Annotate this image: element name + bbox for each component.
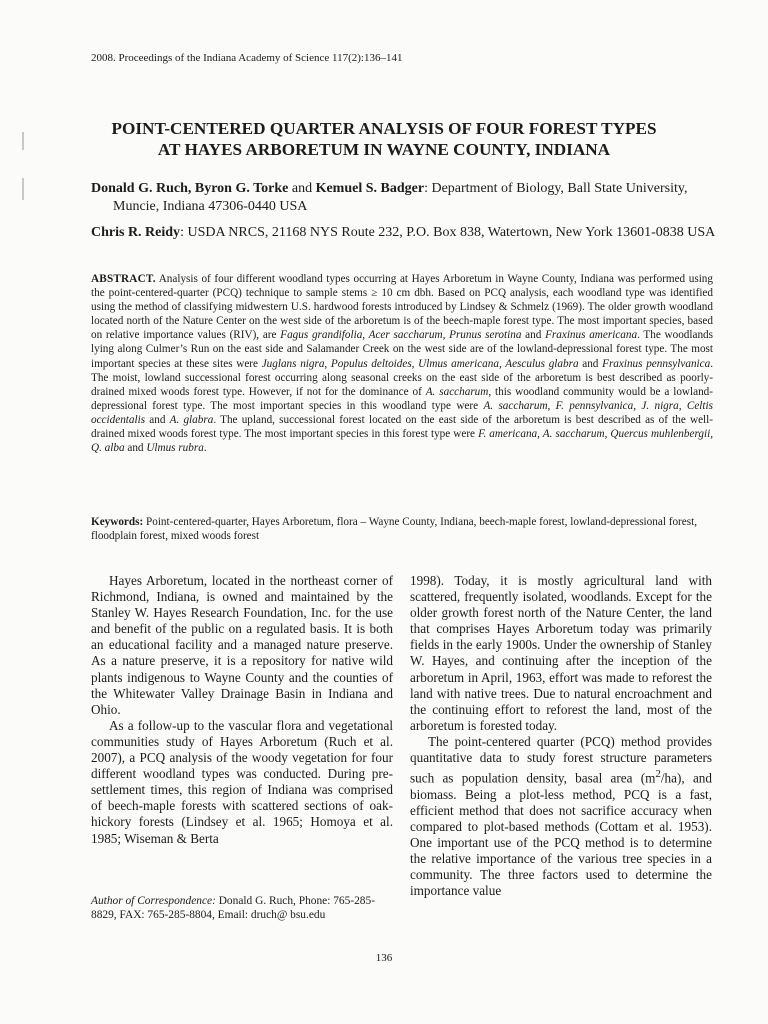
keywords bbox=[91, 515, 713, 543]
species-name: Fagus grandifolia, Acer saccharum, Prunus serotina bbox=[280, 329, 522, 342]
correspondence-text: Donald G. Ruch, Phone: 765-285-8829, FAX: 765-285-8804, Email: druch@ bsu.edu bbox=[91, 895, 375, 922]
abstract-text: and bbox=[124, 442, 147, 455]
correspondence-label: Author of Correspondence: bbox=[91, 895, 216, 907]
abstract-text: . The upland, successional forest located on the east side of the arboretum is best described as of the well-drained mixed woods forest type. The most important species in this forest type were bbox=[91, 413, 713, 441]
keywords-text: Point-centered-quarter, Hayes Arboretum, flora – Wayne County, Indiana, beech-maple forest, lowland-depressional forest, floodplain forest, mixed woods forest bbox=[91, 516, 697, 543]
body-paragraph: As a follow-up to the vascular flora and vegetational communities study of Hayes Arboretum (Ruch et al. 2007), a PCQ analysis of the woody vegetation for four different woodland types was conducted. During pre-settlement times, this region of Indiana was comprised of beech-maple forests with scattered sections of oak-hickory forests (Lindsey et al. 1965; Homoya et al. 1985; Wiseman & Berta bbox=[91, 717, 393, 846]
correspondence-footnote bbox=[91, 894, 393, 923]
abstract-text: . The woodlands lying along Culmer’s Run on the east side and Salamander Creek on the west side are of the lowland-depressional forest type. The most important species at these sites were bbox=[91, 329, 714, 370]
body-paragraph: 1998). Today, it is mostly agricultural land with scattered, frequently isolated, woodlands. Except for the older growth forest north of the Nature Center, the land that comprises Hayes Arboretum today was primarily fields in the early 1900s. Under the ownership of Stanley W. Hayes, and continuing after the inception of the arboretum in April, 1963, effort was made to reforest the land with native trees. Due to natural encroachment and the continuing effort to reforest the land, most of the arboretum is forested today. bbox=[410, 573, 712, 733]
scan-artifact bbox=[22, 178, 24, 200]
author-affiliation: : USDA NRCS, 21168 NYS Route 232, P.O. Box 838, Watertown, New York 13601-0838 USA bbox=[180, 225, 716, 240]
abstract-text: and bbox=[521, 329, 546, 342]
author-name-last: Kemuel S. Badger bbox=[315, 181, 425, 196]
running-head: 2008. Proceedings of the Indiana Academy of Science 117(2):136–141 bbox=[91, 52, 403, 64]
abstract-text: Analysis of four different woodland types occurring at Hayes Arboretum in Wayne County, Indiana was performed using the point-centered-quarter (PCQ) technique to sample stems ≥ 10 cm dbh. Based on PCQ analysis, each woodland type was identified using the method of classifying midwestern U.S. hardwood forests introduced by Lindsey & Schmelz (1969). The older growth woodland located north of the Nature Center on the west side of the arboretum is of the beech-maple forest type. The most important species, based on relative importance values (RIV), are bbox=[91, 273, 713, 342]
author-names: Donald G. Ruch, Byron G. Torke bbox=[91, 181, 289, 196]
species-name: A. glabra bbox=[169, 413, 214, 426]
abstract-label: ABSTRACT. bbox=[91, 273, 156, 285]
body-text: /ha), and biomass. Being a plot-less method, PCQ is a fast, efficient method that does not sacrifice accuracy when compared to plot-based methods (Cottam et al. 1953). One important use of the PCQ method is to determine the relative importance of the various tree species in a community. The three factors used to determine the importance value bbox=[410, 770, 712, 899]
author-conjunction: and bbox=[288, 181, 316, 196]
body-text: The point-centered quarter (PCQ) method provides quantitative data to study forest structure parameters such as population density, basal area (m bbox=[410, 733, 712, 786]
species-name: Ulmus rubra bbox=[146, 442, 204, 455]
species-name: A. saccharum bbox=[425, 385, 489, 398]
title-line-1: POINT-CENTERED QUARTER ANALYSIS OF FOUR FOREST TYPES bbox=[111, 119, 657, 138]
species-name: Fraxinus pennsylvanica bbox=[602, 357, 711, 370]
author-names: Chris R. Reidy bbox=[91, 225, 181, 240]
keywords-label: Keywords: bbox=[91, 516, 144, 528]
author-affiliation: : Department of Biology, Ball State University, Muncie, Indiana 47306-0440 USA bbox=[113, 181, 688, 214]
species-name: F. americana, A. saccharum, Quercus muhlenbergii, Q. alba bbox=[91, 428, 713, 455]
author-block-2 bbox=[91, 224, 733, 242]
scan-artifact bbox=[22, 132, 24, 150]
abstract-text: . The moist, lowland successional forest occurring along seasonal creeks on the east side of the arboretum is best described as poorly-drained mixed woods forest type. However, if not for the dominance of bbox=[91, 357, 713, 398]
body-paragraph: Hayes Arboretum, located in the northeast corner of Richmond, Indiana, is owned and maintained by the Stanley W. Hayes Research Foundation, Inc. for the use and benefit of the public on a regulated basis. It is both an educational facility and a managed nature preserve. As a nature preserve, it is a repository for native wild plants indigenous to Wayne County and the counties of the Whitewater Valley Drainage Basin in Indiana and Ohio. bbox=[91, 573, 393, 717]
author-block-1 bbox=[91, 180, 733, 216]
article-title bbox=[80, 118, 688, 160]
title-line-2: AT HAYES ARBORETUM IN WAYNE COUNTY, INDIANA bbox=[157, 140, 611, 159]
abstract bbox=[91, 272, 713, 455]
species-name: A. saccharum, F. pennsylvanica, J. nigra, Celtis occidentalis bbox=[91, 399, 713, 426]
abstract-text: . bbox=[203, 442, 207, 455]
abstract-text: , this woodland community would be a lowland-depressional forest type. The most important species in this woodland type were bbox=[91, 385, 713, 412]
page-number: 136 bbox=[375, 952, 393, 964]
species-name: Fraxinus americana bbox=[545, 329, 638, 342]
abstract-text: and bbox=[578, 357, 603, 370]
abstract-text: and bbox=[145, 413, 170, 426]
body-column-left bbox=[91, 573, 393, 847]
body-paragraph bbox=[410, 734, 712, 899]
body-column-right bbox=[410, 573, 712, 899]
species-name: Juglans nigra, Populus deltoides, Ulmus americana, Aesculus glabra bbox=[261, 357, 579, 370]
superscript: 2 bbox=[655, 768, 661, 781]
